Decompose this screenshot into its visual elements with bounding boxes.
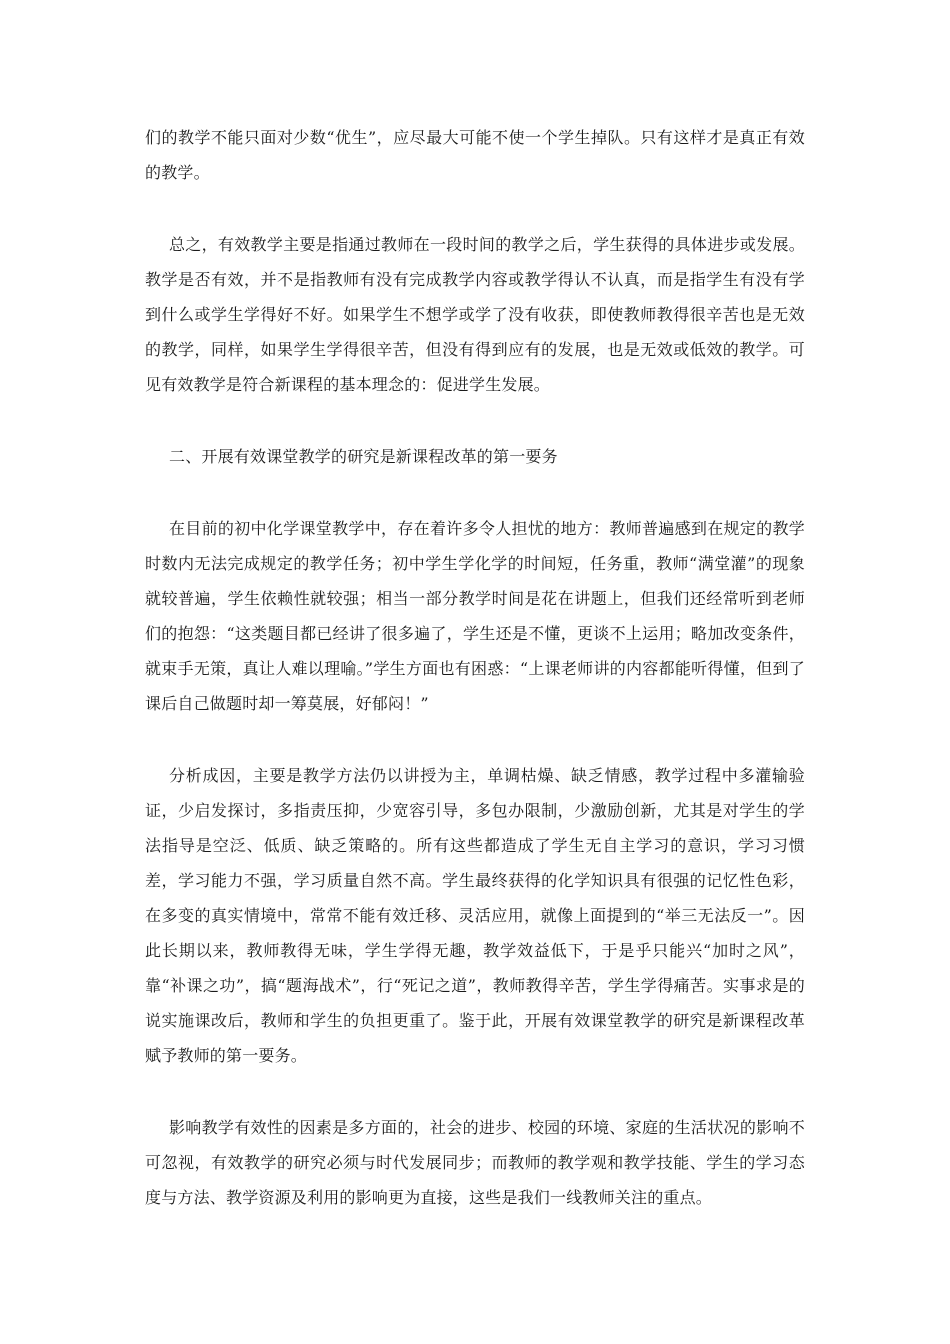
paragraph-gap — [145, 402, 805, 439]
paragraph-current-issues: 在目前的初中化学课堂教学中，存在着许多令人担忧的地方：教师普遍感到在规定的教学时数内无法完成规定的教学任务；初中学生学化学的时间短，任务重，教师“满堂灌”的现象就较普遍，学生依赖性就较强；相当一部分教学时间是花在讲题上，但我们还经常听到老师们的抱怨：“这类题目都已经讲了很多遍了，学生还是不懂，更谈不上运用；略加改变条件，就束手无策，真让人难以理喻。”学生方面也有困惑：“上课老师讲的内容都能听得懂，但到了课后自己做题时却一筹莫展，好郁闷！” — [145, 519, 805, 713]
paragraph-influencing-factors: 影响教学有效性的因素是多方面的，社会的进步、校园的环境、家庭的生活状况的影响不可忽视，有效教学的研究必须与时代发展同步；而教师的教学观和教学技能、学生的学习态度与方法、教学资源及利用的影响更为直接，这些是我们一线教师关注的重点。 — [145, 1118, 805, 1207]
paragraph-gap — [145, 721, 805, 758]
paragraph-summary: 总之，有效教学主要是指通过教师在一段时间的教学之后，学生获得的具体进步或发展。教学是否有效，并不是指教师有没有完成教学内容或教学得认不认真，而是指学生有没有学到什么或学生学得好不好。如果学生不想学或学了没有收获，即使教师教得很辛苦也是无效的教学，同样，如果学生学得很辛苦，但没有得到应有的发展，也是无效或低效的教学。可见有效教学是符合新课程的基本理念的：促进学生发展。 — [145, 235, 805, 394]
paragraph-gap — [145, 1073, 805, 1110]
paragraph-gap — [145, 474, 805, 511]
paragraph-continuation: 们的教学不能只面对少数“优生”，应尽最大可能不使一个学生掉队。只有这样才是真正有效的教学。 — [145, 128, 805, 182]
paragraph-cause-analysis: 分析成因，主要是教学方法仍以讲授为主，单调枯燥、缺乏情感，教学过程中多灌输验证，少启发探讨，多指责压抑，少宽容引导，多包办限制，少激励创新，尤其是对学生的学法指导是空泛、低质、缺乏策略的。所有这些都造成了学生无自主学习的意识，学习习惯差，学习能力不强，学习质量自然不高。学生最终获得的化学知识具有很强的记忆性色彩，在多变的真实情境中，常常不能有效迁移、灵活应用，就像上面提到的“举三无法反一”。因此长期以来，教师教得无味，学生学得无趣，教学效益低下，于是乎只能兴“加时之风”，靠“补课之功”，搞“题海战术”，行“死记之道”，教师教得辛苦，学生学得痛苦。实事求是的说实施课改后，教师和学生的负担更重了。鉴于此，开展有效课堂教学的研究是新课程改革赋予教师的第一要务。 — [145, 766, 805, 1065]
section-heading: 二、开展有效课堂教学的研究是新课程改革的第一要务 — [169, 447, 558, 466]
paragraph-gap — [145, 190, 805, 227]
document-body — [145, 120, 805, 1215]
